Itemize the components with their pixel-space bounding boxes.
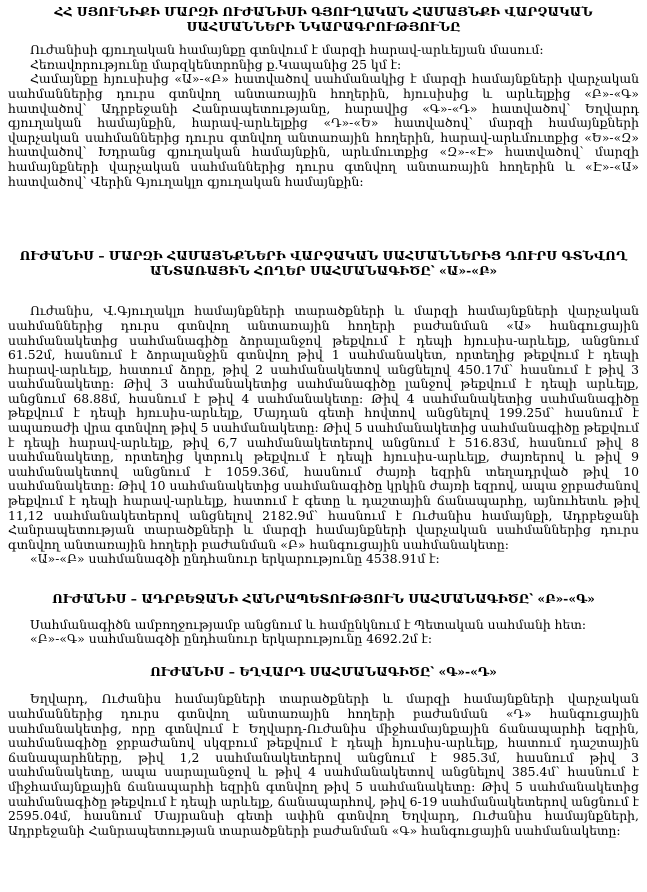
section-gd-body-paragraph: Եղվարդ, Ուժանիս համայնքների տարածքների և մարզի համայնքների վարչական սահմաններից դուրս գտնվող անտառային հողերի բաժանման «Դ» հանգուցային սահմանակետից, որը գտնվում է Եղվարդ-Ուժանիս միջհամայնքային ճանապարհի եզրին, սահմանագիծը ջրբաժանով սկզբում թեքվում է դեպի հյուսիս-արևելք, հատում դաշտային ճանապարհները, թիվ 1,2 սահմանակետերով անցնում է 985.3մ, հասնում թիվ 3 սահմանակետը, ապա սարալանջով և թիվ 4 սահմանակետով անցնելով 385.4մ՝ հասնում է միջհամայնքային ճանապարհի եզրին գտնվող թիվ 5 սահմանակետը: Թիվ 5 սահմանակետից սահմանագիծը թեքվում է դեպի արևելք, ճանապարհով, թիվ 6-19 սահմանակետերով անցնում է 2595.04մ, հասնում Մայրանսի գետի ափին գտնվող Եղվարդ, Ուժանիս համայնքների, Ադրբեջանի Հանրապետության տարածքների բաժանման «Գ» հանգուցային սահմանակետը:: [8, 691, 639, 838]
section-bg-heading: ՈՒԺԱՆԻՍ – ԱԴՐԲԵՋԱՆԻ ՀԱՆՐԱՊԵՏՈՒԹՅՈՒՆ ՍԱՀՄԱՆԱԳԻԾԸ՝ «Բ»-«Գ»: [52, 591, 595, 606]
section-ab: [8, 304, 639, 567]
intro-borders-paragraph: Համայնքը հյուսիսից «Ա»-«Բ» հատվածով սահմանակից է մարզի համայնքների վարչական սահմաններից դուրս գտնվող անտառային հողերին, հյուսիսից և արևելքից «Բ»-«Գ» հատվածով՝ Ադրբեջանի Հանրապետությանը, հարավից «Գ»-«Դ» հատվածով՝ Եղվարդ գյուղական համայնքին, հարավ-արևելքից «Դ»-«Ե» հատվածով՝ մարզի համայնքների վարչական սահմաններից դուրս գտնվող անտառային հողերին, հարավ-արևմուտքից «Ե»-«Զ» հատվածով՝ Խդրանց գյուղական համայնքին, արևմուտքից «Զ»-«Է» հատվածով՝ մարզի համայնքների վարչական սահմաններից դուրս գտնվող անտառային հողերին և «Է»-«Ա» հատվածով՝ Վերին Գյուղակլո գյուղական համայնքին:: [8, 71, 639, 189]
intro-distance-paragraph: Հեռավորությունը մարզկենտրոնից ք.Կապանից 25 կմ է:: [30, 56, 402, 72]
section-ab-heading-line2: ԱՆՏԱՌԱՅԻՆ ՀՈՂԵՐ ՍԱՀՄԱՆԱԳԻԾԸ՝ «Ա»-«Բ»: [149, 262, 498, 278]
section-gd-heading: ՈՒԺԱՆԻՍ – ԵՂՎԱՐԴ ՍԱՀՄԱՆԱԳԻԾԸ՝ «Գ»-«Դ»: [150, 663, 497, 679]
intro-location-paragraph: Ուժանիսի գյուղական համայնքը գտնվում է մարզի հարավ-արևելյան մասում:: [30, 42, 544, 58]
section-ab-length-paragraph: «Ա»-«Բ» սահմանագծի ընդհանուր երկարությունը 4538.91մ է:: [30, 551, 440, 567]
section-bg-body-paragraph: Սահմանագիծն ամբողջությամբ անցնում և համընկնում է Պետական սահմանի հետ:: [30, 616, 587, 632]
section-ab-body-paragraph: Ուժանիս, Վ.Գյուղակլո համայնքների տարածքների և մարզի համայնքների վարչական սահմաններից դուրս գտնվող անտառային հողերի բաժանման «Ա» հանգուցային սահմանակետից սահմանագիծը ձորալանջով թեքվում է դեպի հյուսիս-արևելք, անցնում 61.52մ, հասնում է ձորալանջին գտնվող թիվ 1 սահմանակետ, որտեղից թեքվում է դեպի հարավ-արևելք, հատում ձորը, թիվ 2 սահմանակետով անցնելով 450.17մ՝ հասնում է թիվ 3 սահմանակետը: Թիվ 3 սահմանակետից սահմանագիծը լանջով թեքվում է դեպի արևելք, անցնում 68.88մ, հասնում է թիվ 4 սահմանակետը: Թիվ 4 սահմանակետից սահմանագիծը թեքվում է դեպի հյուսիս-արևելք, Մայդան գետի հովտով անցնելով 199.25մ՝ հասնում է ապառաժի վրա գտնվող թիվ 5 սահմանակետը: Թիվ 5 սահմանակետից սահմանագիծը թեքվում է դեպի հարավ-արևելք, թիվ 6,7 սահմանակետերով անցնում է 516.83մ, հասնում թիվ 8 սահմանակետը, որտեղից կտրուկ թեքվում է դեպի հյուսիս-արևելք, ժայռերով և թիվ 9 սահմանակետով անցնում է 1059.36մ, հասնում ժայռի եզրին տեղադրված թիվ 10 սահմանակետը: Թիվ 10 սահմանակետից սահմանագիծը կրկին ժայռի եզրով, ապա ջրբաժանով թեքվում է դեպի հարավ-արևելք, հատում է գետը և դաշտային ճանապարհը, այնուհետև թիվ 11,12 սահմանակետերով անցնելով 2182.9մ՝ հասնում է Ուժանիս համայնքի, Ադրբեջանի Հանրապետության տարածքների և մարզի համայնքների վարչական սահմաններից դուրս գտնվող անտառային հողերի բաժանման «Բ» հանգուցային սահմանակետը:: [8, 303, 639, 552]
intro-section: [8, 43, 639, 189]
section-bg-length-paragraph: «Բ»-«Գ» սահմանագծի ընդհանուր երկարությունը 4692.2մ է:: [30, 631, 432, 647]
document-title-line2: ՍԱՀՄԱՆՆԵՐԻ ՆԿԱՐԱԳՐՈՒԹՅՈՒՆԸ: [186, 18, 461, 34]
document-title-line1: ՀՀ ՍՅՈՒՆԻՔԻ ՄԱՐԶԻ ՈՒԺԱՆԻՍԻ ԳՅՈՒՂԱԿԱՆ ՀԱՄԱՅՆՔԻ ՎԱՐՉԱԿԱՆ: [54, 4, 593, 19]
section-gd: [8, 692, 639, 838]
section-ab-heading: [8, 249, 639, 278]
section-ab-heading-line1: ՈՒԺԱՆԻՍ – ՄԱՐԶԻ ՀԱՄԱՅՆՔՆԵՐԻ ՎԱՐՉԱԿԱՆ ՍԱՀՄԱՆՆԵՐԻՑ ԴՈՒՐՍ ԳՏՆՎՈՂ: [19, 248, 628, 264]
section-bg: [8, 618, 639, 647]
document-title: [8, 5, 639, 34]
